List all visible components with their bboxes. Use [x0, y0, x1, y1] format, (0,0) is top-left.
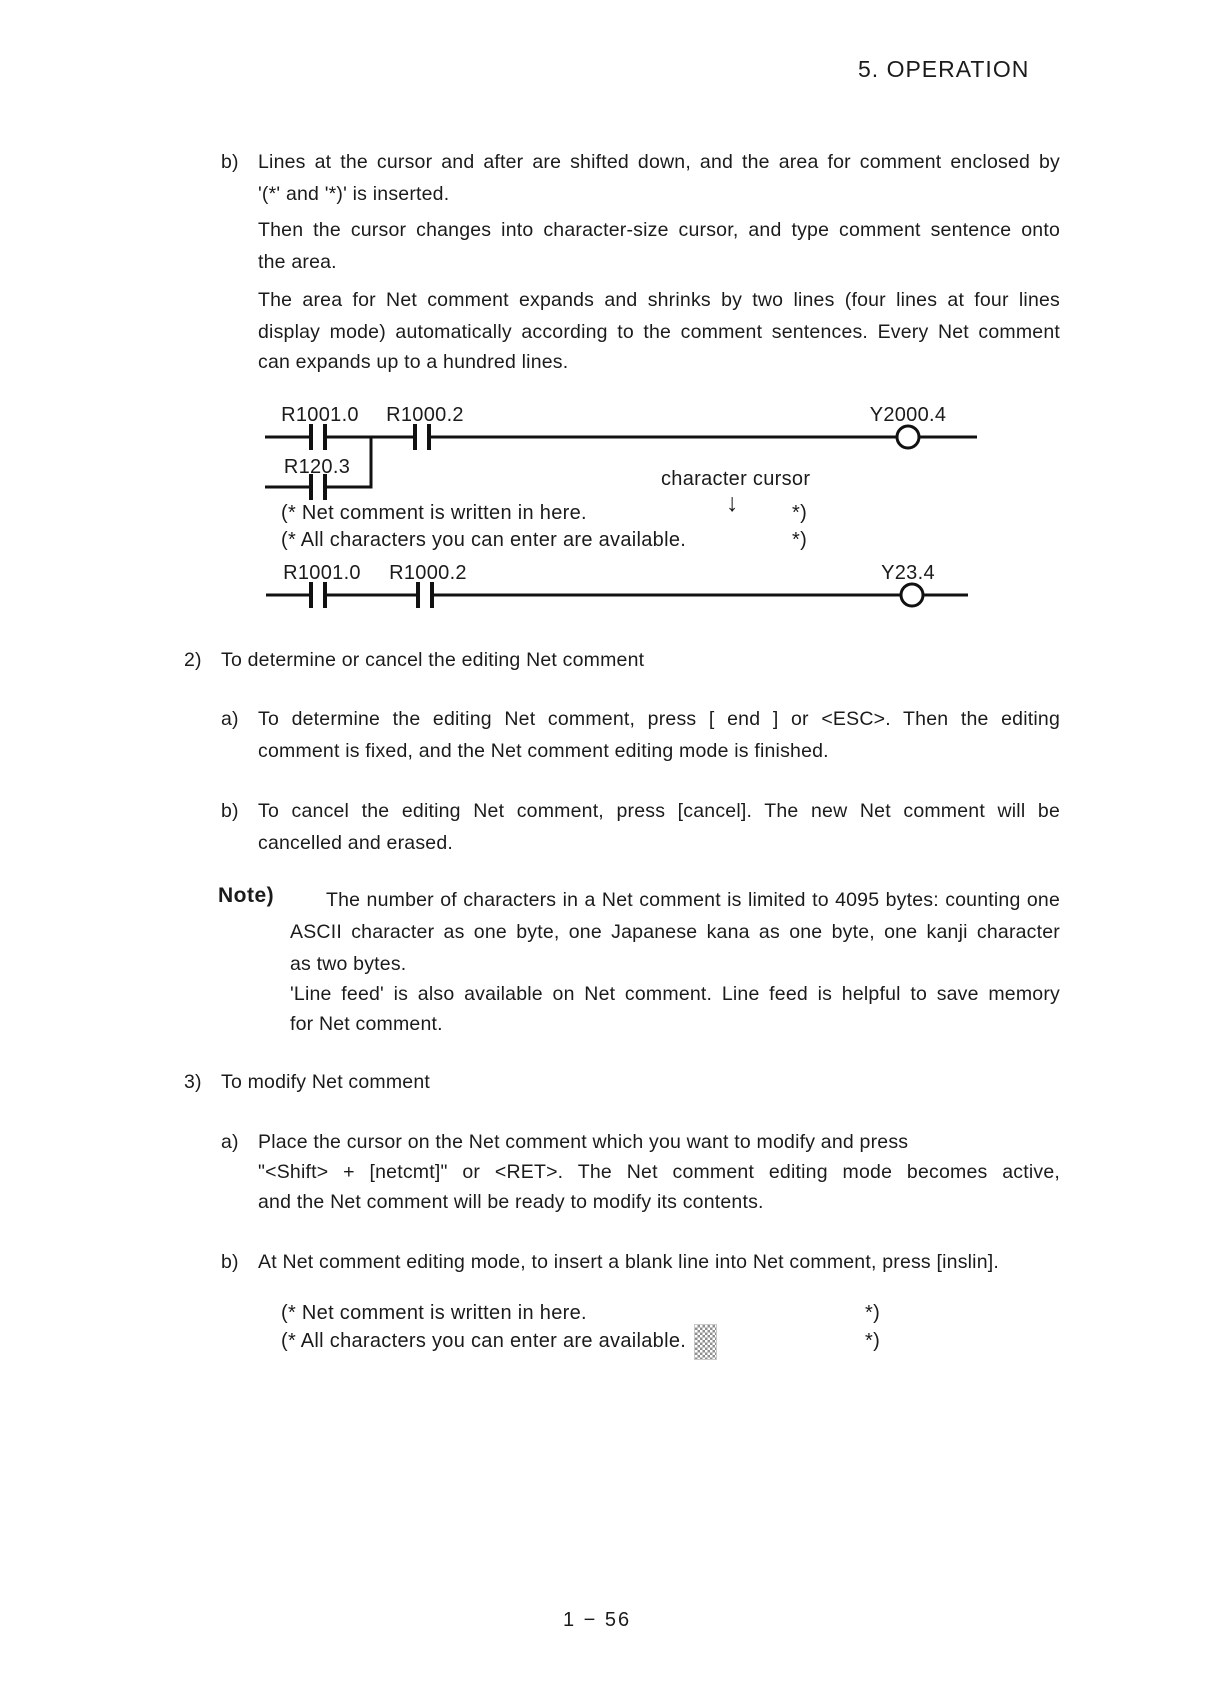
intro-item-label: b) [221, 151, 239, 173]
contact-r1001-0 [311, 424, 325, 450]
note-label: Note) [218, 884, 275, 907]
section3-item-b-label: b) [221, 1251, 239, 1273]
note-line: as two bytes. [290, 953, 407, 975]
intro-line: display mode) automatically according to the comment sentences. Every Net comment [258, 321, 1060, 343]
section2-number: 2) [184, 649, 202, 671]
coil-label-y2000-4: Y2000.4 [869, 404, 947, 426]
bottom-comment-line1: (* Net comment is written in here. [281, 1302, 587, 1324]
contact-label-r1001-0: R1001.0 [281, 404, 359, 426]
net-comment-line2: (* All characters you can enter are available. [281, 529, 687, 551]
section3-item-a-line: and the Net comment will be ready to modify its contents. [258, 1191, 764, 1213]
section2-item-b-label: b) [221, 800, 239, 822]
net-comment-line1-close: *) [792, 502, 808, 524]
coil-label-y23-4: Y23.4 [881, 562, 935, 584]
note-line: The number of characters in a Net comment is limited to 4095 bytes: counting one [326, 889, 1060, 911]
intro-line: Then the cursor changes into character-size cursor, and type comment sentence onto [258, 219, 1060, 241]
section2-item-a-line: To determine the editing Net comment, press [ end ] or <ESC>. Then the editing [258, 708, 1060, 730]
contact-label-r1000-2: R1000.2 [386, 404, 464, 426]
bottom-comment-line2-close: *) [865, 1330, 881, 1352]
ladder-rung-2 [266, 582, 968, 608]
section3-number: 3) [184, 1071, 202, 1093]
contact-r1000-2 [418, 582, 432, 608]
section2-item-b-line: cancelled and erased. [258, 832, 454, 854]
section3-item-a-line: "<Shift> + [netcmt]" or <RET>. The Net comment editing mode becomes active, [258, 1161, 1060, 1183]
coil-y2000-4 [897, 426, 919, 448]
page-title: 5. OPERATION [858, 56, 1030, 82]
section3-item-b-line: At Net comment editing mode, to insert a blank line into Net comment, press [inslin]. [258, 1251, 999, 1273]
section3-item-a-label: a) [221, 1131, 239, 1153]
net-comment-line2-close: *) [792, 529, 808, 551]
section2-item-a-line: comment is fixed, and the Net comment editing mode is finished. [258, 740, 829, 762]
section2-item-b-line: To cancel the editing Net comment, press [cancel]. The new Net comment will be [258, 800, 1060, 822]
coil-y23-4 [901, 584, 923, 606]
halftone-cursor-block [694, 1324, 717, 1360]
intro-line: The area for Net comment expands and shrinks by two lines (four lines at four lines [258, 289, 1060, 311]
intro-line: can expands up to a hundred lines. [258, 351, 569, 373]
bottom-comment-line1-close: *) [865, 1302, 881, 1324]
intro-line: '(*' and '*)' is inserted. [258, 183, 450, 205]
contact-label-r120-3: R120.3 [283, 456, 351, 478]
bottom-comment-line2: (* All characters you can enter are available. [281, 1330, 687, 1352]
contact-label-r1001-0: R1001.0 [283, 562, 361, 584]
contact-r1001-0 [311, 582, 325, 608]
character-cursor-caption: character cursor [661, 468, 811, 490]
page-number: 1 − 56 [563, 1609, 632, 1631]
note-line: ASCII character as one byte, one Japanese kana as one byte, one kanji character [290, 921, 1060, 943]
net-comment-line1: (* Net comment is written in here. [281, 502, 587, 524]
section2-title: To determine or cancel the editing Net comment [221, 649, 645, 671]
note-line: for Net comment. [290, 1013, 443, 1035]
contact-r1000-2 [415, 424, 429, 450]
section3-item-a-line: Place the cursor on the Net comment which you want to modify and press [258, 1131, 909, 1153]
intro-line: the area. [258, 251, 337, 273]
section2-item-a-label: a) [221, 708, 239, 730]
down-arrow-icon: ↓ [726, 489, 739, 517]
intro-line: Lines at the cursor and after are shifted down, and the area for comment enclosed by [258, 151, 1060, 173]
section3-title: To modify Net comment [221, 1071, 431, 1093]
note-line: 'Line feed' is also available on Net comment. Line feed is helpful to save memory [290, 983, 1060, 1005]
contact-label-r1000-2: R1000.2 [389, 562, 467, 584]
